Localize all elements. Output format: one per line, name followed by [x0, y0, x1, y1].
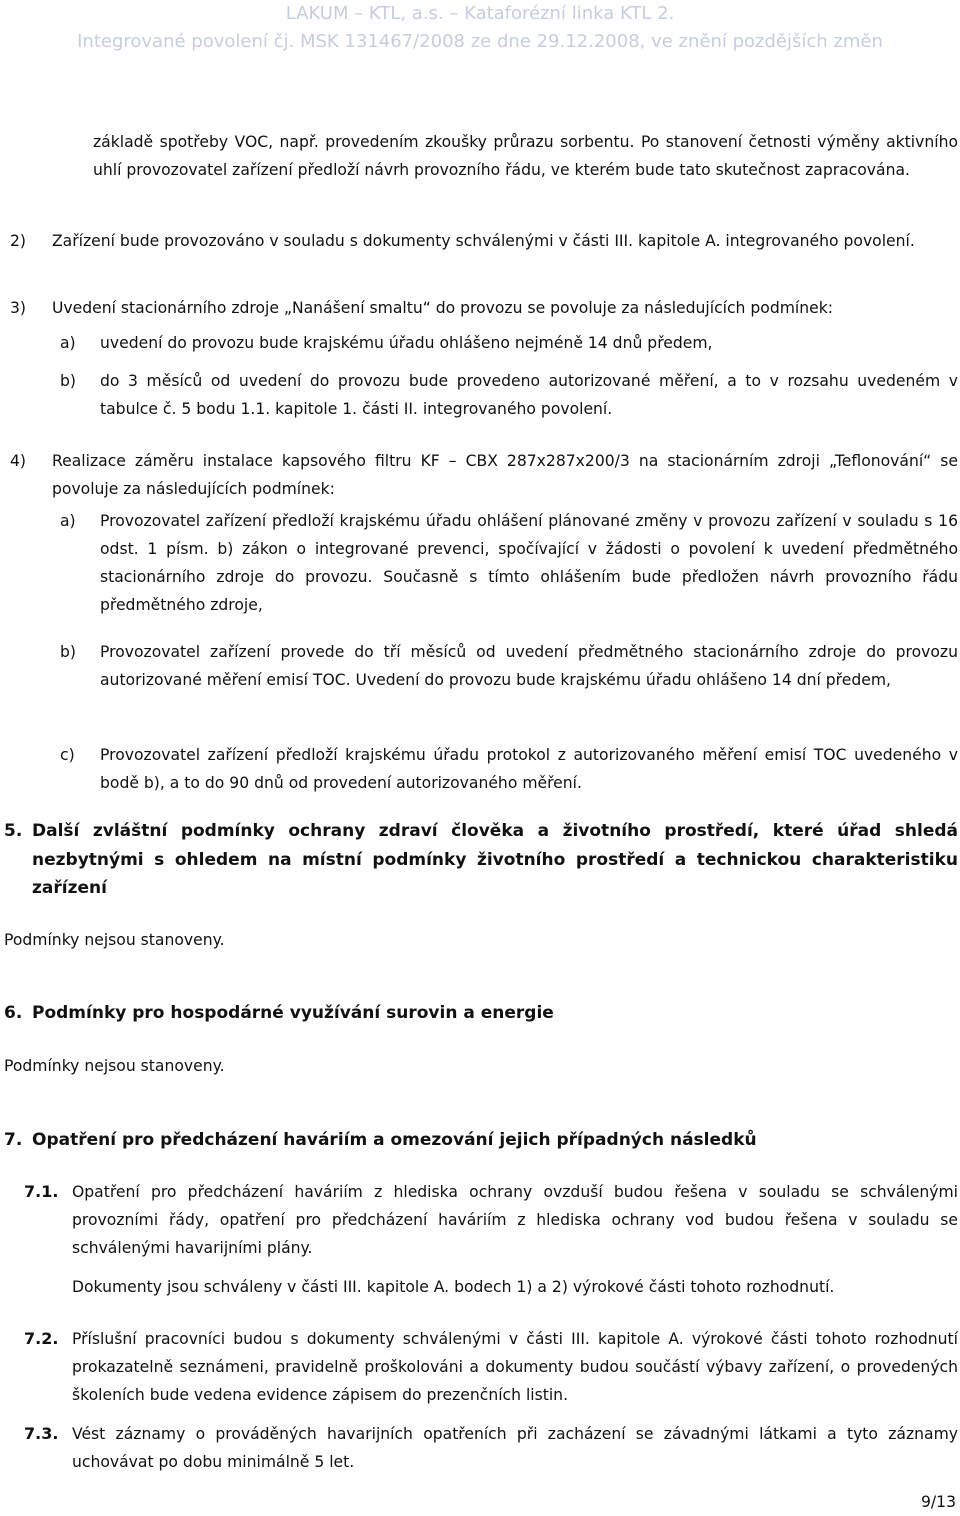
- item-3b-text: do 3 měsíců od uvedení do provozu bude provedeno autorizované měření, a to v rozsahu uvedeném v tabulce č. 5 bodu 1.1. kapitole 1. části II. integrovaného povolení.: [100, 372, 958, 418]
- section-6-body: Podmínky nejsou stanoveny.: [4, 1057, 225, 1075]
- subsection-7-3-text: Vést záznamy o prováděných havarijních opatřeních při zacházení se závadnými látkami a tyto záznamy uchovávat po dobu minimálně 5 let.: [72, 1425, 958, 1471]
- item-3a-label: a): [60, 334, 76, 352]
- subsection-7-3-number: 7.3.: [24, 1424, 59, 1443]
- section-7-number: 7.: [4, 1130, 23, 1150]
- item-2-paragraph: [10, 227, 958, 255]
- item-4-number: 4): [10, 452, 27, 470]
- subsection-7-1-text: Opatření pro předcházení haváriím z hlediska ochrany ovzduší budou řešena v souladu se schválenými provozními řády, opatření pro předcházení haváriím z hlediska ochrany vod budou řešena v souladu se schválenými havarijními plány.: [72, 1183, 958, 1257]
- subsection-7-1-note: Dokumenty jsou schváleny v části III. kapitole A. bodech 1) a 2) výrokové části tohoto rozhodnutí.: [72, 1278, 835, 1296]
- section-5-number: 5.: [4, 821, 23, 841]
- intro-paragraph: základě spotřeby VOC, např. provedením zkoušky průrazu sorbentu. Po stanovení četnosti výměny aktivního uhlí provozovatel zařízení předloží návrh provozního řádu, ve kterém bude tato skutečnost zapracována.: [93, 133, 958, 179]
- item-4b-text: Provozovatel zařízení provede do tří měsíců od uvedení předmětného stacionárního zdroje do provozu autorizované měření emisí TOC. Uvedení do provozu bude krajskému úřadu ohlášeno 14 dní předem,: [100, 643, 958, 689]
- section-5-body: Podmínky nejsou stanoveny.: [4, 931, 225, 949]
- item-4c-text: Provozovatel zařízení předloží krajskému úřadu protokol z autorizovaného měření emisí TOC uvedeného v bodě b), a to do 90 dnů od provedení autorizovaného měření.: [100, 746, 958, 792]
- page-number: 9/13: [920, 1493, 956, 1511]
- item-4b-label: b): [60, 643, 76, 661]
- item-3-number: 3): [10, 299, 27, 317]
- item-4a-text: Provozovatel zařízení předloží krajskému úřadu ohlášení plánované změny v provozu zařízení v souladu s 16 odst. 1 písm. b) zákon o integrované prevenci, spočívající v žádosti o povolení k uvedení předmětného stacionárního zdroje do provozu. Současně s tímto ohlášením bude předložen návrh provozního řádu předmětného zdroje,: [100, 512, 958, 614]
- item-2-body: Zařízení bude provozováno v souladu s dokumenty schválenými v části III. kapitole A. integrovaného povolení.: [52, 232, 915, 250]
- item-4-text: Realizace záměru instalace kapsového filtru KF – CBX 287x287x200/3 na stacionárním zdroji „Teflonování“ se povoluje za následujících podmínek:: [52, 452, 958, 498]
- item-3a-text: uvedení do provozu bude krajskému úřadu ohlášeno nejméně 14 dnů předem,: [100, 334, 713, 352]
- item-3b-label: b): [60, 372, 76, 390]
- section-5-title: Další zvláštní podmínky ochrany zdraví člověka a životního prostředí, které úřad shledá nezbytnými s ohledem na místní podmínky životního prostředí a technickou charakteristiku zařízení: [32, 821, 958, 898]
- section-6-title: Podmínky pro hospodárné využívání surovin a energie: [32, 1003, 554, 1023]
- section-7-title: Opatření pro předcházení haváriím a omezování jejich případných následků: [32, 1130, 757, 1150]
- item-2-number: 2): [10, 232, 27, 250]
- subsection-7-1-number: 7.1.: [24, 1182, 59, 1201]
- item-4a-label: a): [60, 512, 76, 530]
- section-6-number: 6.: [4, 1003, 23, 1023]
- subsection-7-2-text: Příslušní pracovníci budou s dokumenty schválenými v části III. kapitole A. výrokové části tohoto rozhodnutí prokazatelně seznámeni, pravidelně proškolováni a dokumenty budou součástí výbavy zařízení, o provedených školeních bude vedena evidence zápisem do prezenčních listin.: [72, 1330, 958, 1404]
- item-3-text: Uvedení stacionárního zdroje „Nanášení smaltu“ do provozu se povoluje za následujících podmínek:: [52, 299, 834, 317]
- header-line-2: Integrované povolení čj. MSK 131467/2008 ze dne 29.12.2008, ve znění pozdějších změn: [77, 31, 883, 52]
- header-line-1: LAKUM – KTL, a.s. – Kataforézní linka KTL 2.: [285, 3, 675, 24]
- item-4c-label: c): [60, 746, 75, 764]
- subsection-7-2-number: 7.2.: [24, 1329, 59, 1348]
